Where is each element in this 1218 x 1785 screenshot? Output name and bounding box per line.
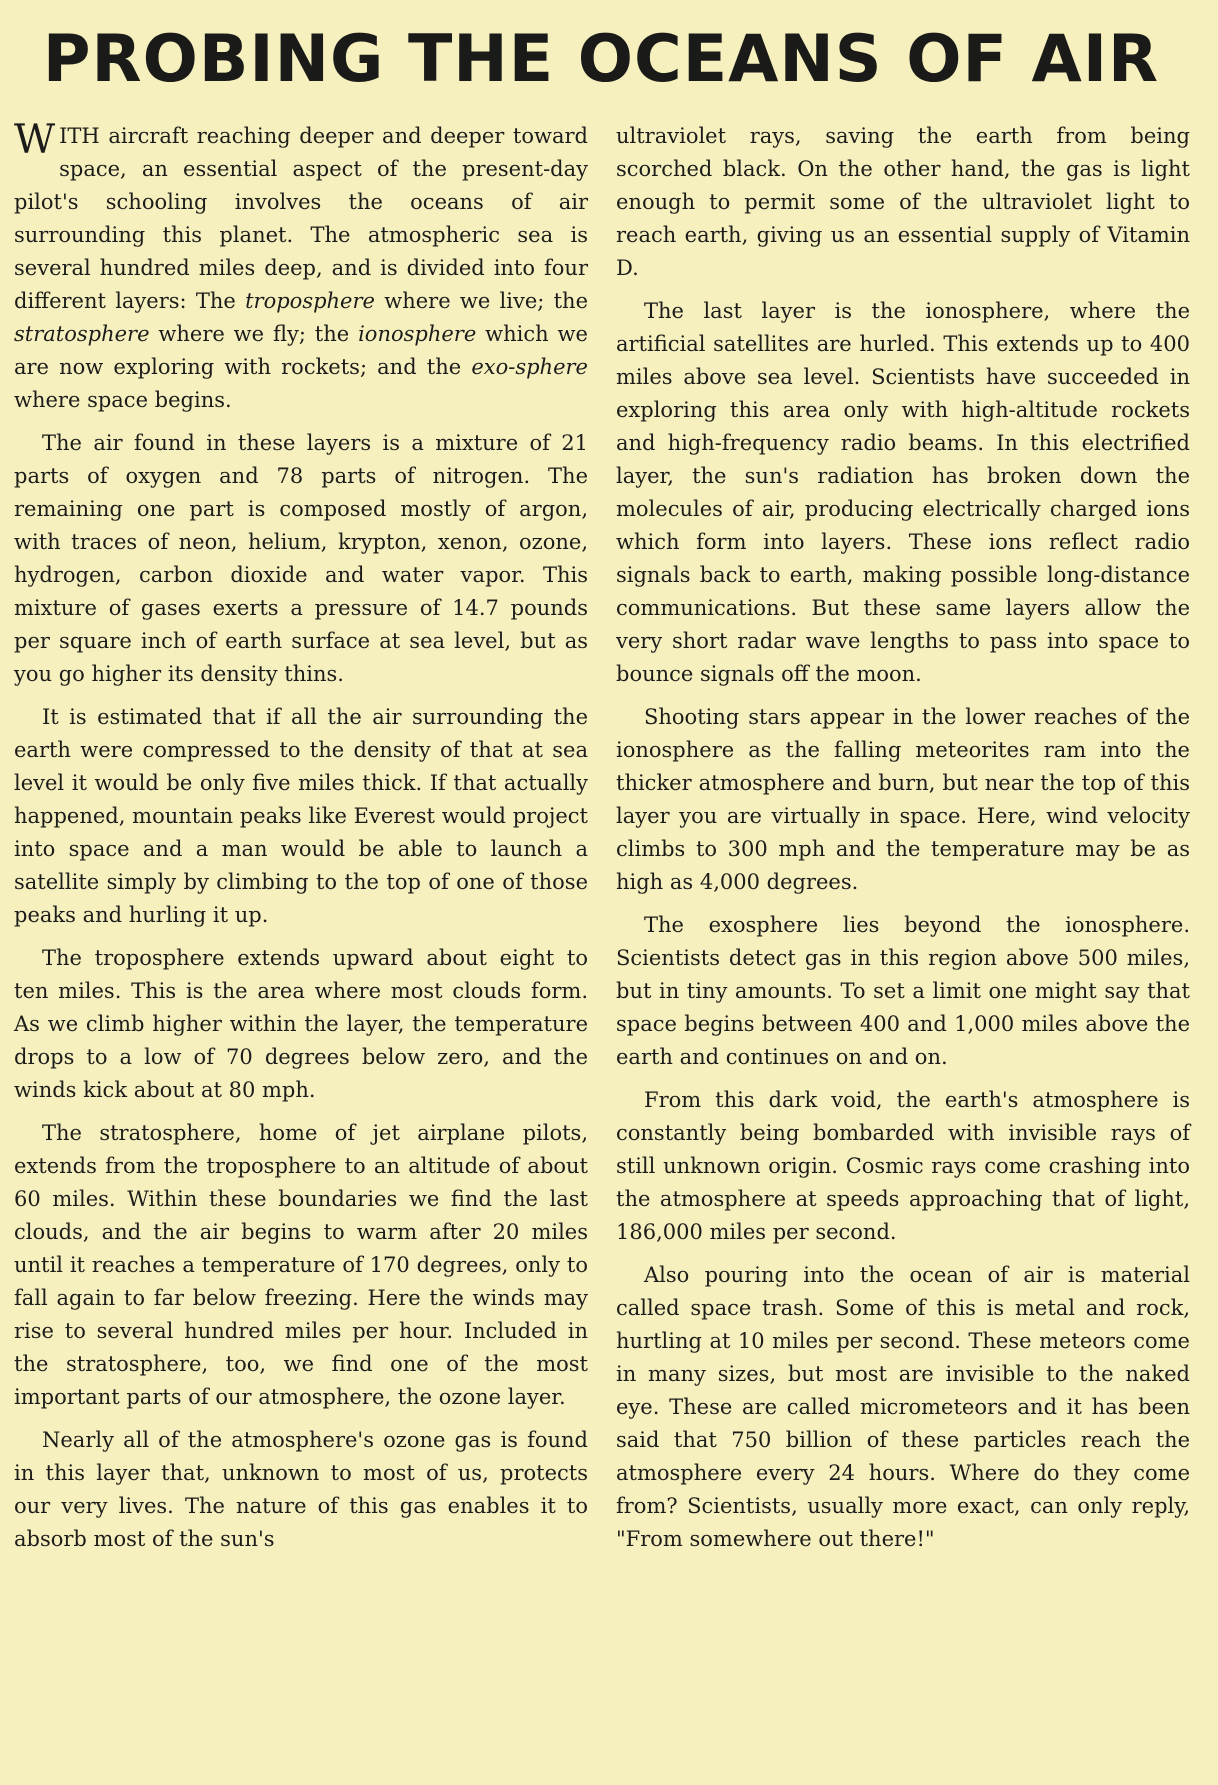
intro-text-e: where space begins. — [14, 388, 232, 412]
paragraph-troposphere: The troposphere extends upward about eight to ten miles. This is the area where most clouds form. As we climb higher within the layer, the temperature drops to a low of 70 degrees below zero, and the winds kick about at 80 mph. — [14, 946, 588, 1102]
term-exosphere: exo-sphere — [471, 355, 588, 379]
paragraph-stratosphere: The stratosphere, home of jet airplane pilots, extends from the troposphere to an altitude of about 60 miles. Within these boundaries we find the last clouds, and the air begins to warm after 20 miles until it reaches a temperature of 170 degrees, only to fall again to far below freezing. Here the winds may rise to several hundred miles per hour. Included in the stratosphere, too, we find one of the most important parts of our atmosphere, the ozone layer. — [14, 1121, 588, 1409]
term-troposphere: troposphere — [245, 289, 375, 313]
paragraph-cosmic-rays: From this dark void, the earth's atmosphere is constantly being bombarded with invisible rays of still unknown origin. Cosmic rays come crashing into the atmosphere at speeds approaching that of light, 186,000 miles per second. — [616, 1088, 1190, 1244]
drop-cap: W — [14, 117, 56, 163]
paragraph-air-mixture: The air found in these layers is a mixture of 21 parts of oxygen and 78 parts of nitrogen. The remaining one part is composed mostly of argon, with traces of neon, helium, krypton, xenon, ozone, hydrogen, carbon dioxide and water vapor. This mixture of gases exerts a pressure of 14.7 pounds per square inch of earth surface at sea level, but as you go higher its density thins. — [14, 431, 588, 686]
left-column — [14, 117, 588, 1566]
paragraph-ozone: Nearly all of the atmosphere's ozone gas is found in this layer that, unknown to most of us, protects our very lives. The nature of this gas enables it to absorb most of the sun's — [14, 1428, 588, 1551]
intro-text-c: where we fly; the — [158, 322, 350, 346]
paragraph-space-trash: Also pouring into the ocean of air is material called space trash. Some of this is metal and rock, hurtling at 10 miles per second. These meteors come in many sizes, but most are invisible to the naked eye. These are called micrometeors and it has been said that 750 billion of these particles reach the atmosphere every 24 hours. Where do they come from? Scientists, usually more exact, can only reply, "From somewhere out there!" — [616, 1263, 1190, 1551]
paragraph-intro — [14, 117, 588, 417]
term-stratosphere: stratosphere — [14, 322, 150, 346]
paragraph-compressed-air: It is estimated that if all the air surrounding the earth were compressed to the density of that at sea level it would be only five miles thick. If that actually happened, mountain peaks like Everest would project into space and a man would be able to launch a satellite simply by climbing to the top of one of those peaks and hurling it up. — [14, 705, 588, 927]
term-ionosphere: ionosphere — [358, 322, 477, 346]
paragraph-shooting-stars: Shooting stars appear in the lower reaches of the ionosphere as the falling meteorites ram into the thicker atmosphere and burn, but near the top of this layer you are virtually in space. Here, wind velocity climbs to 300 mph and the temperature may be as high as 4,000 degrees. — [616, 705, 1190, 894]
article-title: PROBING THE OCEANS OF AIR — [42, 22, 1160, 97]
paragraph-ionosphere: The last layer is the ionosphere, where the artificial satellites are hurled. This extends up to 400 miles above sea level. Scientists have succeeded in exploring this area only with high-altitude rockets and high-frequency radio beams. In this electrified layer, the sun's radiation has broken down the molecules of air, producing electrically charged ions which form into layers. These ions reflect radio signals back to earth, making possible long-distance communications. But these same layers allow the very short radar wave lengths to pass into space to bounce signals off the moon. — [616, 299, 1190, 686]
paragraph-exosphere: The exosphere lies beyond the ionosphere. Scientists detect gas in this region above 500 miles, but in tiny amounts. To set a limit one might say that space begins between 400 and 1,000 miles above the earth and continues on and on. — [616, 913, 1190, 1069]
article-columns — [12, 117, 1190, 1566]
intro-text: ITH aircraft reaching deeper and deeper toward space, an essential aspect of the present-day pilot's schooling involves the oceans of air surrounding this planet. The atmospheric sea is several hundred miles deep, and is divided into four different layers: The — [14, 124, 588, 313]
intro-text-b: where we live; the — [384, 289, 588, 313]
right-column — [616, 120, 1190, 1566]
paragraph-ultraviolet: ultraviolet rays, saving the earth from being scorched black. On the other hand, the gas is light enough to permit some of the ultraviolet light to reach earth, giving us an essential supply of Vitamin D. — [616, 124, 1190, 280]
intro-text-d: which we are now exploring with rockets; and the — [14, 322, 588, 379]
